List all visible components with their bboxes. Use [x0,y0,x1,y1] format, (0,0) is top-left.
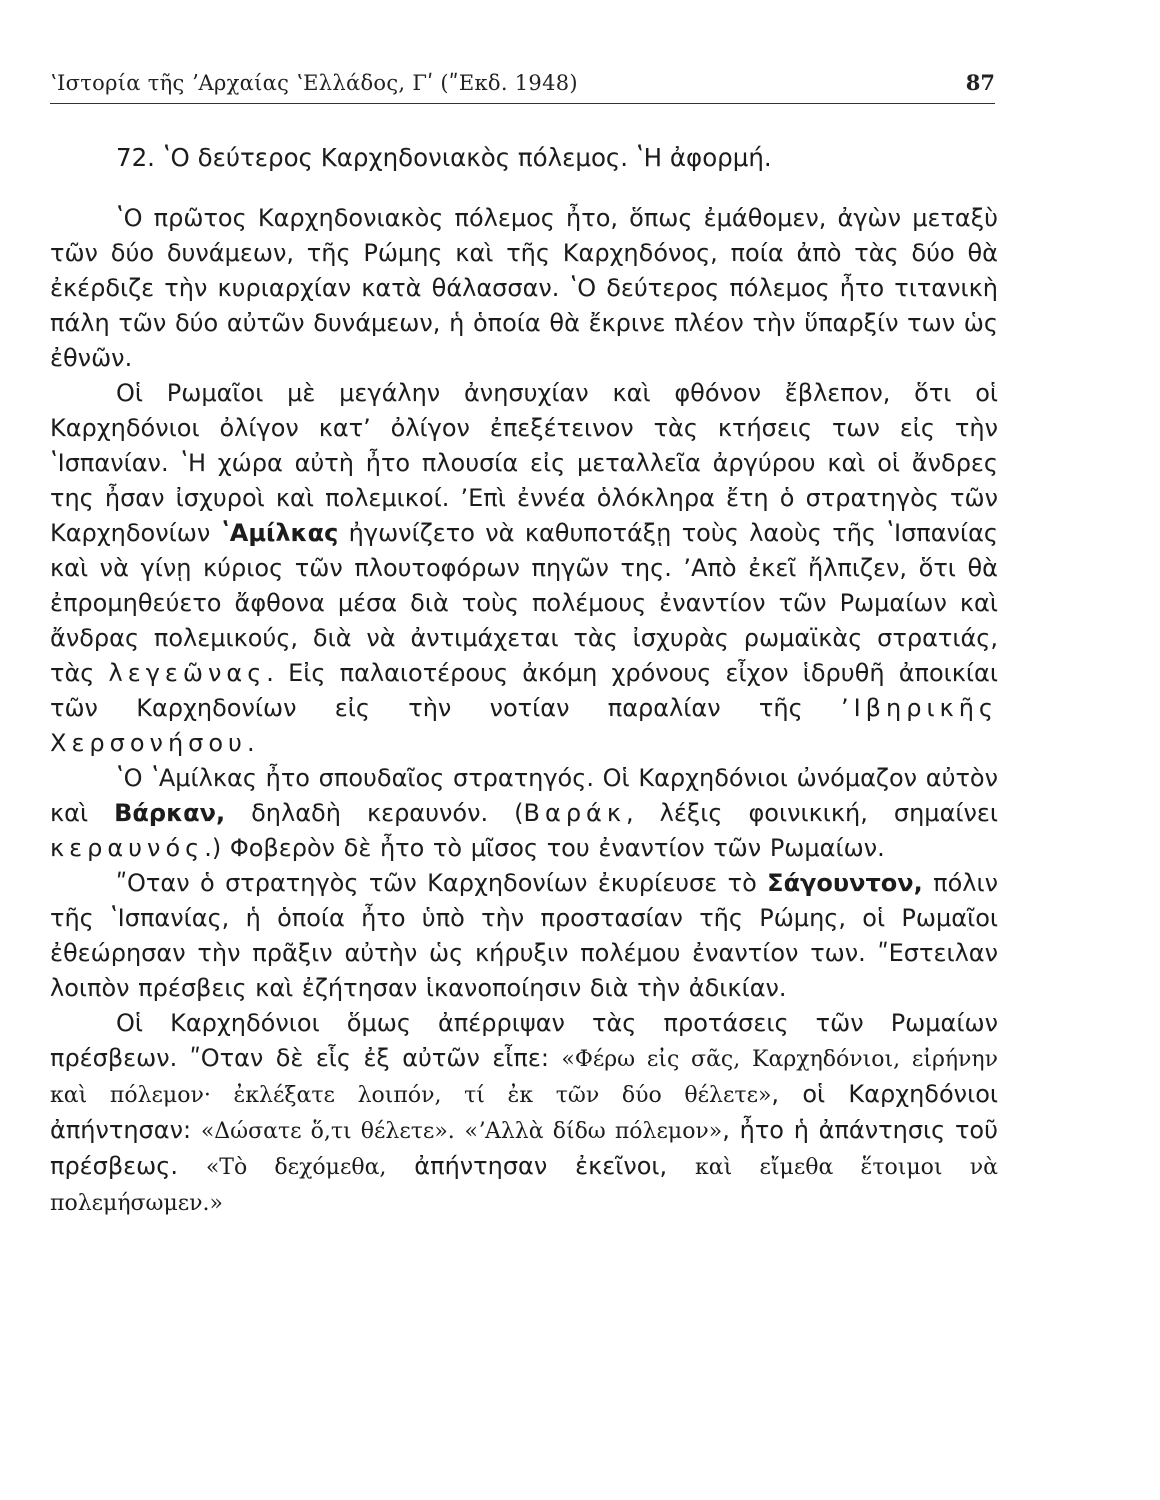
quote-accept: «Τὸ δεχόμεθα, [205,1155,387,1180]
paragraph-2-text-e: . Εἰς παλαιοτέρους ἀκόμη χρόνους εἶχον ἱδρυθῆ ἀποικίαι τῶν Καρχηδονίων εἰς τὴν νοτίαν παραλίαν τῆς [50,659,998,722]
term-keraunos: κεραυνός [50,834,205,862]
paragraph-4-text-c: πόλιν τῆς ʽΙσπανίας, ἡ ὁποία ἦτο ὑπὸ τὴν προστασίαν τῆς Ρώμης, οἱ Ρωμαῖοι ἐθεώρησαν τὴν πρᾶξιν αὐτὴν ὡς κήρυξιν πολέμου ἐναντίον των. ʺΕστειλαν λοιπὸν πρέσβεις καὶ ἐζήτησαν ἱκανοποίησιν διὰ τὴν ἀδικίαν. [50,869,998,1002]
paragraph-2-text-g: . [246,729,255,757]
term-iberian-peninsula: ʼΙβηρικῆς Χερσονήσου [50,694,998,757]
header-rule [50,103,995,104]
paragraph-1-text: ʽΟ πρῶτος Καρχηδονιακὸς πόλεμος ἦτο, ὅπως ἐμάθομεν, ἀγὼν μεταξὺ τῶν δύο δυνάμεων, τῆς Ρώμης καὶ τῆς Καρχηδόνος, ποία ἀπὸ τὰς δύο θὰ ἐκέρδιζε τὴν κυριαρχίαν κατὰ θάλασσαν. ʽΟ δεύτερος πόλεμος ἦτο τιτανικὴ πάλη τῶν δύο αὐτῶν δυνάμεων, ἡ ὁποία θὰ ἔκρινε πλέον τὴν ὕπαρξίν των ὡς ἐθνῶν. [50,204,998,372]
quote-envoy-reply: «ʼΑλλὰ δίδω πόλεμον» [464,1119,723,1144]
page-body [50,140,998,1221]
running-title: ʽΙστορία τῆς ʼΑρχαίας ʽΕλλάδος, Γʹ (ʺΕκδ. 1948) [50,71,578,95]
paragraph-4 [50,866,998,1006]
section-title: 72. ʽΟ δεύτερος Καρχηδονιακὸς πόλεμος. ʽΗ ἀφορμή. [116,143,772,172]
running-header [50,66,995,100]
paragraph-4-text-a: ʺΟταν ὁ στρατηγὸς τῶν Καρχηδονίων ἐκυρίευσε τὸ [116,869,757,897]
quote-carthaginians: «Δώσατε ὅ,τι θέλετε». [200,1119,455,1144]
paragraph-5-text-h: ἀπήντησαν ἐκεῖνοι, [414,1152,668,1180]
paragraph-2 [50,376,998,761]
paragraph-5-text-f: , ἦτο ἡ ἀπάντησις τοῦ πρέσβεως. [50,1116,998,1180]
paragraph-5-text-c: , οἱ Καρχηδόνιοι ἀπήντησαν: [50,1080,998,1144]
page-number: 87 [965,70,995,95]
paragraph-3 [50,761,998,866]
term-barak: Βαράκ [523,799,627,827]
name-hamilcar: ʽΑμίλκας [220,519,339,547]
paragraph-2-text-c: ἠγωνίζετο νὰ καθυποτάξῃ τοὺς λαοὺς τῆς ʽΙσπανίας καὶ νὰ γίνῃ κύριος τῶν πλουτοφόρων πηγῶν της. ʼΑπὸ ἐκεῖ ἤλπιζεν, ὅτι θὰ ἐπρομηθεύετο ἄφθονα μέσα διὰ τοὺς πολέμους ἐναντίον τῶν Ρωμαίων καὶ ἄνδρας πολεμικούς, διὰ νὰ ἀντιμάχεται τὰς ἰσχυρὰς ρωμαϊκὰς στρατιάς, τὰς [50,519,998,687]
paragraph-1 [50,201,998,376]
paragraph-3-text-c: δηλαδὴ κεραυνόν. ( [251,799,524,827]
quote-ready: καὶ εἴμεθα ἕτοιμοι νὰ πολεμήσωμεν.» [50,1155,998,1216]
paragraph-2-text-a: Οἱ Ρωμαῖοι μὲ μεγάλην ἀνησυχίαν καὶ φθόνον ἔβλεπον, ὅτι οἱ Καρχηδόνιοι ὀλίγον κατʼ ὀλίγον ἐπεξέτεινον τὰς κτήσεις των εἰς τὴν ʽΙσπανίαν. ʽΗ χώρα αὐτὴ ἦτο πλουσία εἰς μεταλλεῖα ἀργύρου καὶ οἱ ἄνδρες της ἦσαν ἰσχυροὶ καὶ πολεμικοί. ʼΕπὶ ἐννέα ὁλόκληρα ἔτη ὁ στρατηγὸς τῶν Καρχηδονίων [50,379,998,547]
paragraph-3-text-g: .) Φοβερὸν δὲ ἦτο τὸ μῖσος του ἐναντίον τῶν Ρωμαίων. [204,834,885,862]
name-saguntum: Σάγουντον, [767,869,923,897]
paragraph-3-text-a: ʽΟ ʽΑμίλκας ἦτο σπουδαῖος στρατηγός. Οἱ Καρχηδόνιοι ὠνόμαζον αὐτὸν καὶ [50,764,998,827]
term-legions: λεγεῶνας [108,659,267,687]
paragraph-5-text-a: Οἱ Καρχηδόνιοι ὅμως ἀπέρριψαν τὰς προτάσεις τῶν Ρωμαίων πρέσβεων. ʺΟταν δὲ εἷς ἐξ αὐτῶν εἶπε: [50,1009,998,1072]
name-barcas: Βάρκαν, [114,799,226,827]
quote-envoy: «Φέρω εἰς σᾶς, Καρχηδόνιοι, εἰρήνην καὶ πόλεμον· ἐκλέξατε λοιπόν, τί ἐκ τῶν δύο θέλετε» [50,1047,998,1108]
paragraph-5 [50,1006,998,1221]
paragraph-3-text-e: , λέξις φοινικική, σημαίνει [626,799,999,827]
